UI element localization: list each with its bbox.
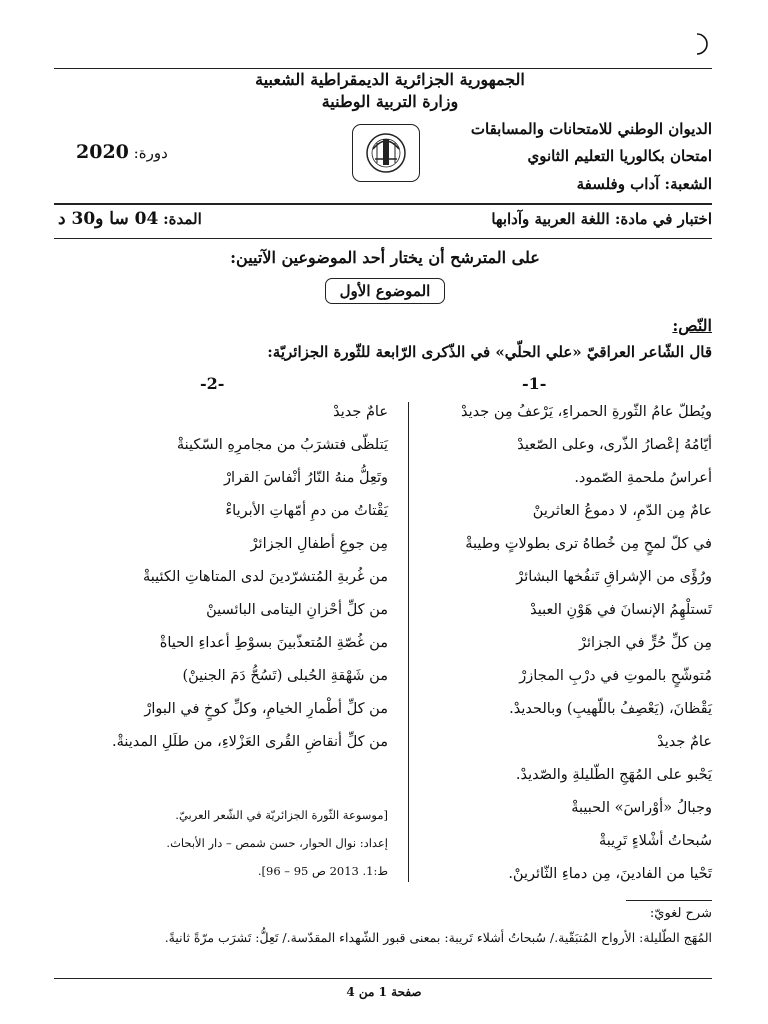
poem-verse: مُتوشّحٍ بالموتِ في درْبِ المجازرْ [519, 668, 712, 684]
branch-name: الشعبة: آداب وفلسفة [576, 175, 712, 193]
poem-verse: ورُؤًى من الإشراقِ تَنفُخها البشائرْ [516, 569, 712, 585]
office-name: الديوان الوطني للامتحانات والمسابقات [470, 120, 712, 138]
poem-verse: من كلِّ أحْزانِ اليتامى البائسينْ [206, 602, 388, 618]
poem-verse: أعراسُ ملحمةِ الصّمود. [574, 470, 712, 486]
poem-verse: يَتلظّى فتشرَبُ من مجامرِهِ السّكينةْ [176, 437, 388, 453]
column-label-2: -2- [200, 374, 225, 393]
session-label: دورة: [133, 144, 168, 162]
poem-verse: تَحْيا من الفادينَ، مِن دماءِ الثّائرينْ. [508, 866, 712, 882]
session-year: 2020 [76, 141, 129, 163]
poem-verse: يَقْظانَ، (يَعْصِفُ باللّهيبِ) وبالحديدْ. [509, 701, 712, 717]
poem-verse: من غُصّةِ المُتعذّبينَ بسوْطِ أعداءِ الحياةْ [159, 635, 388, 651]
ministry-seal-icon [352, 124, 420, 182]
poem-verse: من غُربةِ المُتشرّدينَ لدى المتاهاتِ الكئيبةْ [143, 569, 388, 585]
source-line: [موسوعة الثّورة الجزائريّة في الشّعر العربيّ. [175, 808, 388, 822]
intro-line: قال الشّاعر العراقيّ «علي الحلّي» في الذّكرى الرّابعة للثّورة الجزائريّة: [267, 343, 712, 361]
poem-verse: عامٌ مِن الدّمِ، لا دموعُ العاثرينْ [532, 503, 712, 519]
duration-value: 04 سا و30 د [58, 209, 159, 229]
poem-verse: من كلِّ أنقاضِ القُرى العَزْلاءِ، من طلَلِ المدينةْ. [111, 734, 388, 750]
poem-verse: مِن جوعِ أطفالِ الجزائرْ [250, 536, 388, 552]
ministry-name: وزارة التربية الوطنية [321, 92, 459, 111]
exam-name: امتحان بكالوريا التعليم الثانوي [527, 147, 712, 165]
duration-info [58, 209, 202, 229]
header-bottom-rule [54, 203, 712, 205]
poem-verse: ويُطلّ عامُ الثّورةِ الحمراءِ، يَرْعفُ مِن جديدْ [461, 404, 712, 420]
instructions: على المترشح أن يختار أحد الموضوعين الآتيين: [230, 248, 540, 267]
footer-rule [54, 978, 712, 979]
subject-rule [54, 238, 712, 239]
column-divider [408, 402, 409, 882]
poem-verse: من شَهْقةِ الحُبلى (تَسُحُّ دَمَ الجنينْ) [182, 668, 388, 684]
glossary-label: شرح لغويّ: [649, 906, 712, 921]
poem-verse: وتَعِلُّ منهُ النّارُ أنْفاسَ القرارْ [224, 470, 388, 486]
poem-verse: مِن كلِّ حُرٍّ في الجزائرْ [579, 635, 712, 651]
republic-name: الجمهورية الجزائرية الديمقراطية الشعبية [255, 70, 525, 89]
poem-verse: في كلّ لمحٍ مِن خُطاهُ ترى بطولاتٍ وطيبةْ [465, 536, 712, 552]
poem-verse: وجبالُ «أوْراسَ» الحبيبةْ [571, 800, 712, 816]
text-label: النّص: [672, 316, 712, 335]
crescent-moon-icon [688, 32, 712, 56]
page-number: صفحة 1 من 4 [346, 985, 422, 999]
poem-verse: عامٌ جديدْ [333, 404, 388, 420]
poem-verse: سُبحاتُ أشْلاءٍ تَرِيبةْ [598, 833, 712, 849]
poem-verse: تَستلْهِمُ الإنسانَ في هَوْنِ العبيدْ [530, 602, 712, 618]
poem-verse: يَحْبو على المُهَجِ الطّليلةِ والصّديدْ. [515, 767, 712, 783]
glossary-text: المُهَج الطّليلة: الأرواح المُتبَقّية./ سُبحاتُ أشلاء تَريبة: بمعنى قبور الشّهداء المقدّسة./ تَعِلُّ: تَشرَب مرّةً ثانيةً. [164, 930, 712, 945]
poem-verse: أيّامُهُ إعْصارُ الذّرى، وعلى الصّعيدْ [517, 437, 712, 453]
duration-label: المدة: [163, 210, 202, 228]
subject-line: اختبار في مادة: اللغة العربية وآدابها [491, 210, 712, 228]
poem-verse: من كلِّ أطْمارِ الخيامِ، وكلِّ كوخٍ في البوارْ [144, 701, 388, 717]
poem-verse: يَقْتاتُ من دمِ أمّهاتِ الأبرياءْ [225, 503, 388, 519]
source-line: إعداد: نوال الحوار، حسن شمص – دار الأبحاث. [166, 836, 388, 850]
session-info [76, 141, 168, 163]
source-line: ط:1. 2013 ص 95 – 96]. [257, 864, 388, 878]
header-top-rule [54, 68, 712, 69]
glossary-rule [626, 900, 712, 901]
topic-title: الموضوع الأول [325, 278, 445, 304]
column-label-1: -1- [522, 374, 547, 393]
poem-verse: عامٌ جديدْ [657, 734, 712, 750]
